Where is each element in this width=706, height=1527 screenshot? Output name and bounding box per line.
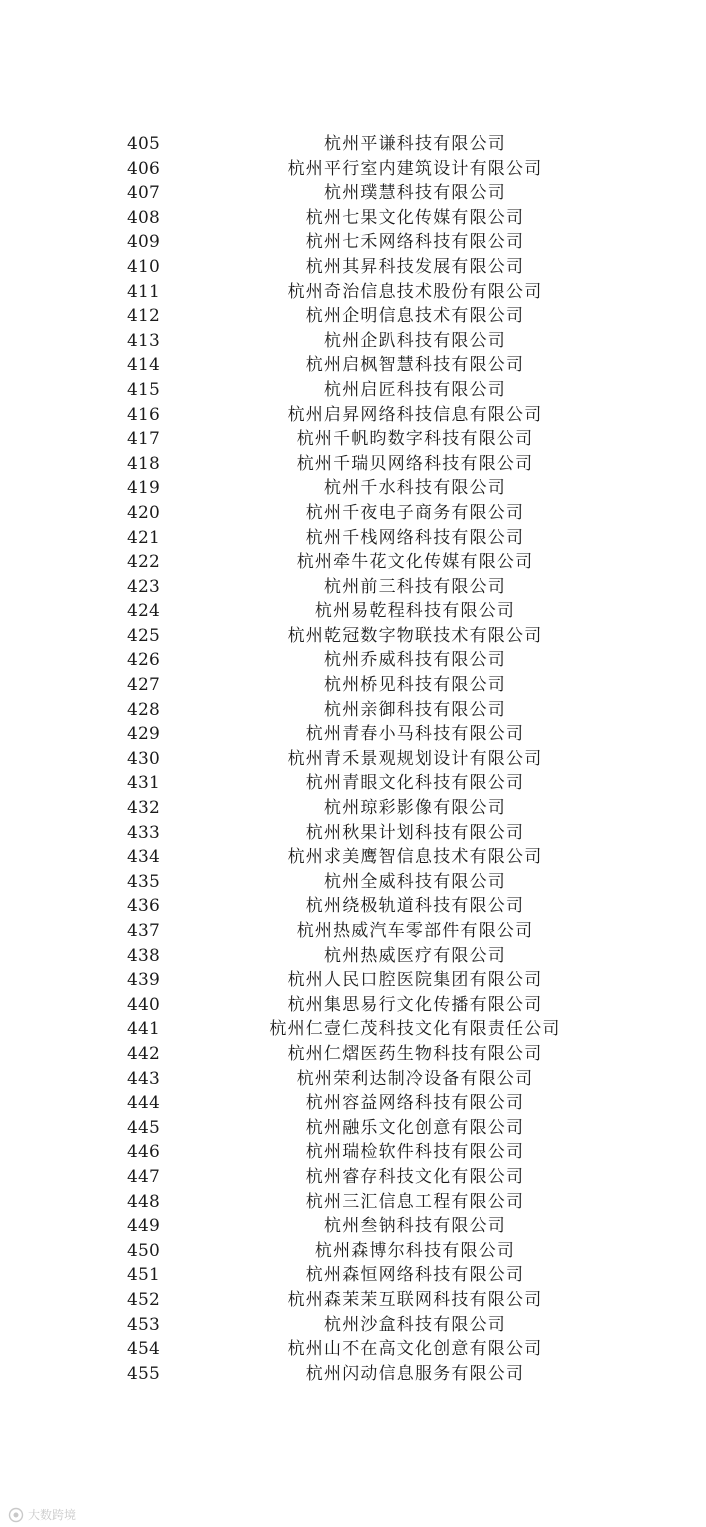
row-number: 427 [127, 675, 161, 696]
list-item [0, 403, 706, 428]
company-name: 杭州前三科技有限公司 [324, 576, 506, 597]
company-name: 杭州绕极轨道科技有限公司 [305, 896, 525, 917]
list-item [0, 132, 706, 157]
row-number: 421 [127, 527, 161, 548]
row-number: 415 [127, 379, 161, 400]
row-number: 432 [127, 798, 161, 819]
list-item [0, 599, 706, 624]
row-number: 410 [127, 256, 161, 277]
list-item [0, 993, 706, 1018]
company-name: 杭州求美鹰智信息技术有限公司 [287, 847, 543, 868]
row-number: 431 [127, 773, 161, 794]
row-number: 409 [127, 232, 161, 253]
list-item [0, 1017, 706, 1042]
list-item [0, 624, 706, 649]
row-number: 447 [127, 1166, 161, 1187]
company-name: 杭州奇治信息技术股份有限公司 [287, 281, 543, 302]
row-number: 437 [127, 921, 161, 941]
company-name: 杭州仁壹仁茂科技文化有限责任公司 [269, 1019, 561, 1040]
company-name: 杭州沙盒科技有限公司 [324, 1314, 506, 1335]
company-name: 杭州平谦科技有限公司 [324, 134, 506, 154]
company-name: 杭州闪动信息服务有限公司 [305, 1363, 525, 1384]
row-number: 445 [127, 1117, 161, 1138]
list-item [0, 427, 706, 452]
company-name: 杭州千夜电子商务有限公司 [305, 502, 525, 523]
company-name: 杭州人民口腔医院集团有限公司 [287, 970, 543, 991]
company-name: 杭州千帆昀数字科技有限公司 [296, 429, 534, 450]
company-name: 杭州易乾程科技有限公司 [314, 601, 516, 622]
list-item [0, 329, 706, 354]
company-name: 杭州叁钠科技有限公司 [324, 1216, 506, 1237]
row-number: 423 [127, 576, 161, 597]
row-number: 446 [127, 1142, 161, 1163]
list-item [0, 1116, 706, 1141]
row-number: 440 [127, 994, 161, 1015]
company-name: 杭州热威汽车零部件有限公司 [296, 921, 534, 941]
company-name: 杭州企明信息技术有限公司 [305, 306, 525, 327]
company-name: 杭州启匠科技有限公司 [324, 379, 506, 400]
company-name: 杭州平行室内建筑设计有限公司 [287, 158, 543, 179]
list-item [0, 771, 706, 796]
row-number: 420 [127, 502, 161, 523]
company-name: 杭州荣利达制冷设备有限公司 [296, 1068, 534, 1089]
company-name: 杭州全威科技有限公司 [324, 871, 506, 892]
row-number: 436 [127, 896, 161, 917]
list-item [0, 1091, 706, 1116]
list-item [0, 648, 706, 673]
row-number: 422 [127, 552, 161, 573]
list-item [0, 919, 706, 944]
row-number: 429 [127, 724, 161, 745]
list-item [0, 1140, 706, 1165]
list-item [0, 1165, 706, 1190]
company-name: 杭州瑞检软件科技有限公司 [305, 1142, 525, 1163]
row-number: 419 [127, 478, 161, 499]
row-number: 426 [127, 650, 161, 671]
company-name: 杭州牵牛花文化传媒有限公司 [296, 552, 534, 573]
company-name: 杭州璞慧科技有限公司 [324, 183, 506, 204]
company-name: 杭州青春小马科技有限公司 [305, 724, 525, 745]
list-item [0, 968, 706, 993]
company-name: 杭州秋果计划科技有限公司 [305, 822, 525, 843]
company-name: 杭州乾冠数字物联技术有限公司 [287, 625, 543, 646]
company-name: 杭州仁熠医药生物科技有限公司 [287, 1043, 543, 1064]
list-item [0, 501, 706, 526]
list-item [0, 1067, 706, 1092]
list-item [0, 526, 706, 551]
list-item [0, 206, 706, 231]
row-number: 452 [127, 1289, 161, 1310]
list-item [0, 1288, 706, 1313]
list-item [0, 1190, 706, 1215]
company-name: 杭州乔威科技有限公司 [324, 650, 506, 671]
row-number: 448 [127, 1191, 161, 1212]
company-name: 杭州千栈网络科技有限公司 [305, 527, 525, 548]
row-number: 430 [127, 748, 161, 769]
company-name: 杭州山不在高文化创意有限公司 [287, 1339, 543, 1360]
company-name: 杭州企趴科技有限公司 [324, 330, 506, 351]
row-number: 408 [127, 207, 161, 228]
list-item [0, 1337, 706, 1362]
company-name: 杭州青眼文化科技有限公司 [305, 773, 525, 794]
list-item [0, 845, 706, 870]
list-item [0, 575, 706, 600]
row-number: 443 [127, 1068, 161, 1089]
row-number: 433 [127, 822, 161, 843]
row-number: 435 [127, 871, 161, 892]
row-number: 428 [127, 699, 161, 720]
company-name: 杭州启枫智慧科技有限公司 [305, 355, 525, 376]
company-name: 杭州三汇信息工程有限公司 [305, 1191, 525, 1212]
watermark [8, 1506, 76, 1523]
list-item [0, 894, 706, 919]
company-name: 杭州容益网络科技有限公司 [305, 1093, 525, 1114]
row-number: 454 [127, 1339, 161, 1360]
row-number: 407 [127, 183, 161, 204]
company-name: 杭州睿存科技文化有限公司 [305, 1166, 525, 1187]
list-item [0, 255, 706, 280]
row-number: 425 [127, 625, 161, 646]
company-name: 杭州青禾景观规划设计有限公司 [287, 748, 543, 769]
list-item [0, 304, 706, 329]
row-number: 411 [127, 281, 161, 302]
list-item [0, 452, 706, 477]
row-number: 417 [127, 429, 161, 450]
row-number: 441 [127, 1019, 161, 1040]
row-number: 449 [127, 1216, 161, 1237]
watermark-text: 大数跨境 [28, 1508, 77, 1522]
company-name: 杭州集思易行文化传播有限公司 [287, 994, 543, 1015]
row-number: 416 [127, 404, 161, 425]
list-item [0, 230, 706, 255]
list-item [0, 353, 706, 378]
list-item [0, 870, 706, 895]
row-number: 451 [127, 1265, 161, 1286]
row-number: 444 [127, 1093, 161, 1114]
list-item [0, 1263, 706, 1288]
company-name: 杭州启昇网络科技信息有限公司 [287, 404, 543, 425]
row-number: 439 [127, 970, 161, 991]
list-item [0, 181, 706, 206]
list-item [0, 698, 706, 723]
list-item [0, 1362, 706, 1387]
row-number: 455 [127, 1363, 161, 1384]
company-name: 杭州森博尔科技有限公司 [314, 1240, 516, 1261]
list-item [0, 476, 706, 501]
company-list [0, 132, 706, 1386]
company-name: 杭州琼彩影像有限公司 [324, 798, 506, 819]
list-item [0, 722, 706, 747]
company-name: 杭州森茉茉互联网科技有限公司 [287, 1289, 543, 1310]
list-item [0, 378, 706, 403]
row-number: 405 [127, 134, 161, 154]
company-name: 杭州融乐文化创意有限公司 [305, 1117, 525, 1138]
list-item [0, 796, 706, 821]
company-name: 杭州七果文化传媒有限公司 [305, 207, 525, 228]
list-item [0, 673, 706, 698]
row-number: 450 [127, 1240, 161, 1261]
list-item [0, 1042, 706, 1067]
company-name: 杭州千水科技有限公司 [324, 478, 506, 499]
row-number: 438 [127, 945, 161, 966]
list-item [0, 157, 706, 182]
company-name: 杭州森恒网络科技有限公司 [305, 1265, 525, 1286]
row-number: 434 [127, 847, 161, 868]
row-number: 413 [127, 330, 161, 351]
company-name: 杭州桥见科技有限公司 [324, 675, 506, 696]
row-number: 412 [127, 306, 161, 327]
list-item [0, 1214, 706, 1239]
list-item [0, 747, 706, 772]
camera-logo-icon [8, 1507, 24, 1523]
company-name: 杭州其昇科技发展有限公司 [305, 256, 525, 277]
list-item [0, 1313, 706, 1338]
company-name: 杭州热威医疗有限公司 [324, 945, 506, 966]
list-item [0, 280, 706, 305]
company-name: 杭州千瑞贝网络科技有限公司 [296, 453, 534, 474]
list-item [0, 550, 706, 575]
row-number: 442 [127, 1043, 161, 1064]
company-name: 杭州亲御科技有限公司 [324, 699, 506, 720]
row-number: 414 [127, 355, 161, 376]
list-item [0, 944, 706, 969]
row-number: 418 [127, 453, 161, 474]
row-number: 406 [127, 158, 161, 179]
row-number: 453 [127, 1314, 161, 1335]
company-name: 杭州七禾网络科技有限公司 [305, 232, 525, 253]
list-item [0, 1239, 706, 1264]
list-item [0, 821, 706, 846]
row-number: 424 [127, 601, 161, 622]
